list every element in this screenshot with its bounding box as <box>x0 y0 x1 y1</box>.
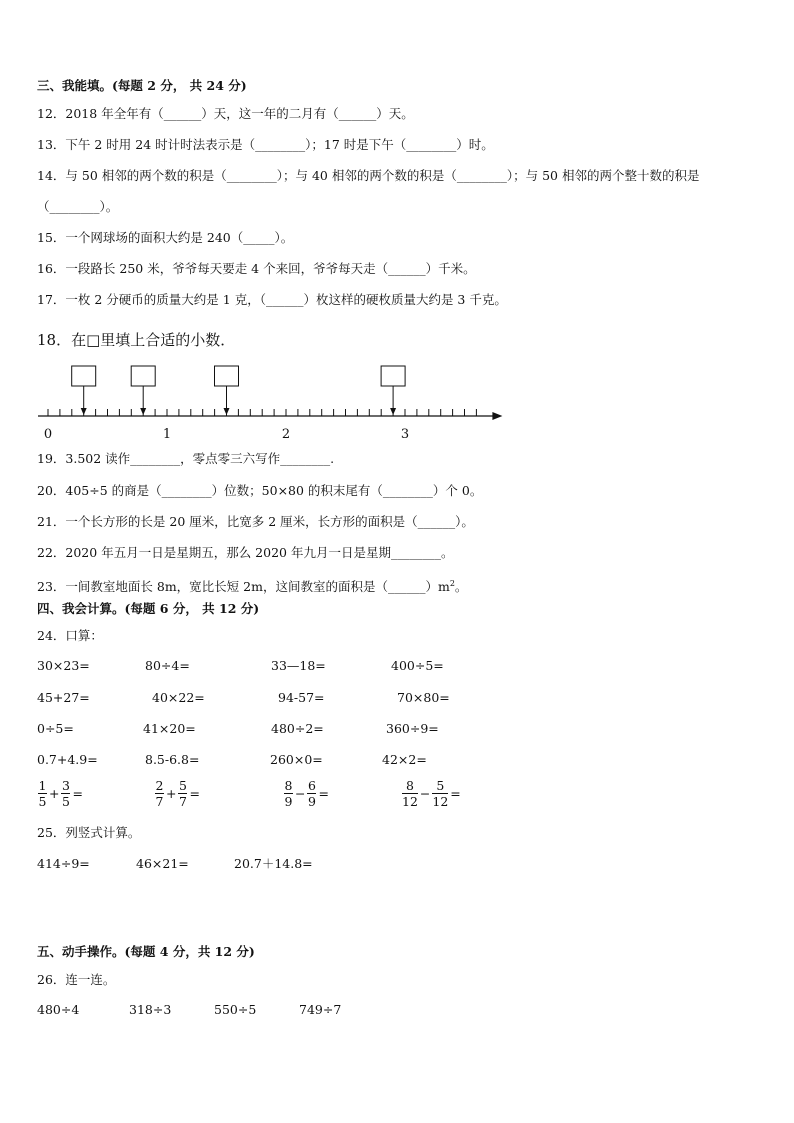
tick-label: 1 <box>162 427 172 442</box>
oral-calc-item: 360÷9= <box>386 721 439 736</box>
question-19: 19．3.502 读作________，零点零三六写作________. <box>37 451 335 466</box>
pointer-arrow <box>224 408 230 415</box>
question-13: 13．下午 2 时用 24 时计时法表示是（________）；17 时是下午（________）时。 <box>37 137 494 152</box>
square-superscript: 2 <box>449 579 455 588</box>
section-4-heading: 四、我会计算。(每题 6 分， 共 12 分) <box>37 601 260 616</box>
question-23-text: 23．一间教室地面长 8m，宽比长短 2m，这间教室的面积是（______）m <box>37 579 450 595</box>
tick-label: 2 <box>281 427 291 442</box>
question-16: 16．一段路长 250 米，爷爷每天要走 4 个来回，爷爷每天走（______）千米。 <box>37 261 476 276</box>
operator: + <box>49 786 60 801</box>
fraction: $\frac{3}{5}$ <box>62 778 70 809</box>
pointer-arrow <box>390 408 396 415</box>
section-3-heading: 三、我能填。(每题 2 分， 共 24 分) <box>37 78 247 93</box>
equals-sign: = <box>318 786 329 801</box>
operator: − <box>295 786 306 801</box>
fraction: $\frac{5}{7}$ <box>179 778 187 809</box>
equals-sign: = <box>189 786 200 801</box>
pointer-arrow <box>81 408 87 415</box>
operator: + <box>166 786 177 801</box>
oral-calc-item: 0÷5= <box>37 721 74 736</box>
number-line <box>30 358 510 446</box>
question-21: 21．一个长方形的长是 20 厘米，比宽多 2 厘米，长方形的面积是（______）。 <box>37 514 474 529</box>
axis-arrow <box>492 412 502 420</box>
fraction-calc-item <box>401 778 462 809</box>
question-12: 12．2018 年全年有（______）天，这一年的二月有（______）天。 <box>37 106 414 121</box>
answer-box <box>131 366 155 386</box>
question-22: 22．2020 年五月一日是星期五，那么 2020 年九月一日是星期________。 <box>37 545 454 560</box>
question-17: 17．一枚 2 分硬币的质量大约是 1 克，（______）枚这样的硬枚质量大约是 3 千克。 <box>37 292 507 307</box>
pointer-arrow <box>140 408 146 415</box>
answer-box <box>72 366 96 386</box>
oral-calc-item: 94-57= <box>278 690 325 705</box>
oral-calc-item: 45+27= <box>37 690 90 705</box>
connect-item: 480÷4 <box>37 1002 80 1017</box>
fraction: $\frac{6}{9}$ <box>308 778 316 809</box>
question-23 <box>37 576 467 595</box>
oral-calc-item: 8.5-6.8= <box>145 752 200 767</box>
answer-box <box>215 366 239 386</box>
vertical-calc-item: 20.7＋14.8= <box>234 856 313 871</box>
question-15: 15．一个网球场的面积大约是 240（_____）。 <box>37 230 294 245</box>
fraction: $\frac{8}{12}$ <box>402 778 418 809</box>
fraction: $\frac{5}{12}$ <box>432 778 449 809</box>
connect-item: 749÷7 <box>299 1002 342 1017</box>
oral-calc-item: 70×80= <box>397 690 450 705</box>
connect-item: 318÷3 <box>129 1002 172 1017</box>
oral-calc-item: 0.7+4.9= <box>37 752 98 767</box>
question-14-line-2: （________）。 <box>37 199 119 214</box>
operator: − <box>419 786 431 801</box>
equals-sign: = <box>450 786 461 801</box>
question-25: 25．列竖式计算。 <box>37 825 141 840</box>
vertical-calc-item: 46×21= <box>136 856 189 871</box>
question-26: 26．连一连。 <box>37 972 116 987</box>
tick-label: 0 <box>43 427 53 442</box>
oral-calc-item: 40×22= <box>152 690 205 705</box>
oral-calc-item: 42×2= <box>382 752 427 767</box>
question-20: 20．405÷5 的商是（________）位数；50×80 的积末尾有（________）个 0。 <box>37 483 483 498</box>
section-5-heading: 五、动手操作。(每题 4 分，共 12 分) <box>37 944 255 959</box>
fraction: $\frac{2}{7}$ <box>155 778 164 809</box>
connect-item: 550÷5 <box>214 1002 257 1017</box>
fraction-calc-item <box>37 778 84 809</box>
oral-calc-item: 480÷2= <box>271 721 324 736</box>
question-24: 24．口算： <box>37 628 103 643</box>
fraction: $\frac{1}{5}$ <box>38 778 47 809</box>
vertical-calc-item: 414÷9= <box>37 856 90 871</box>
fraction-calc-item <box>154 778 201 809</box>
answer-box <box>381 366 405 386</box>
oral-calc-item: 41×20= <box>143 721 196 736</box>
equals-sign: = <box>72 786 83 801</box>
question-14-line-1: 14．与 50 相邻的两个数的积是（________）；与 40 相邻的两个数的积是（________）；与 50 相邻的两个整十数的积是 <box>37 168 700 183</box>
tick-label: 3 <box>400 427 410 442</box>
oral-calc-item: 33—18= <box>271 658 326 673</box>
question-18: 18．在□里填上合适的小数． <box>37 331 236 349</box>
question-23-end: 。 <box>454 579 468 595</box>
oral-calc-item: 260×0= <box>270 752 323 767</box>
oral-calc-item: 80÷4= <box>145 658 190 673</box>
oral-calc-item: 30×23= <box>37 658 90 673</box>
fraction-calc-item <box>283 778 330 809</box>
fraction: $\frac{8}{9}$ <box>284 778 293 809</box>
oral-calc-item: 400÷5= <box>391 658 444 673</box>
